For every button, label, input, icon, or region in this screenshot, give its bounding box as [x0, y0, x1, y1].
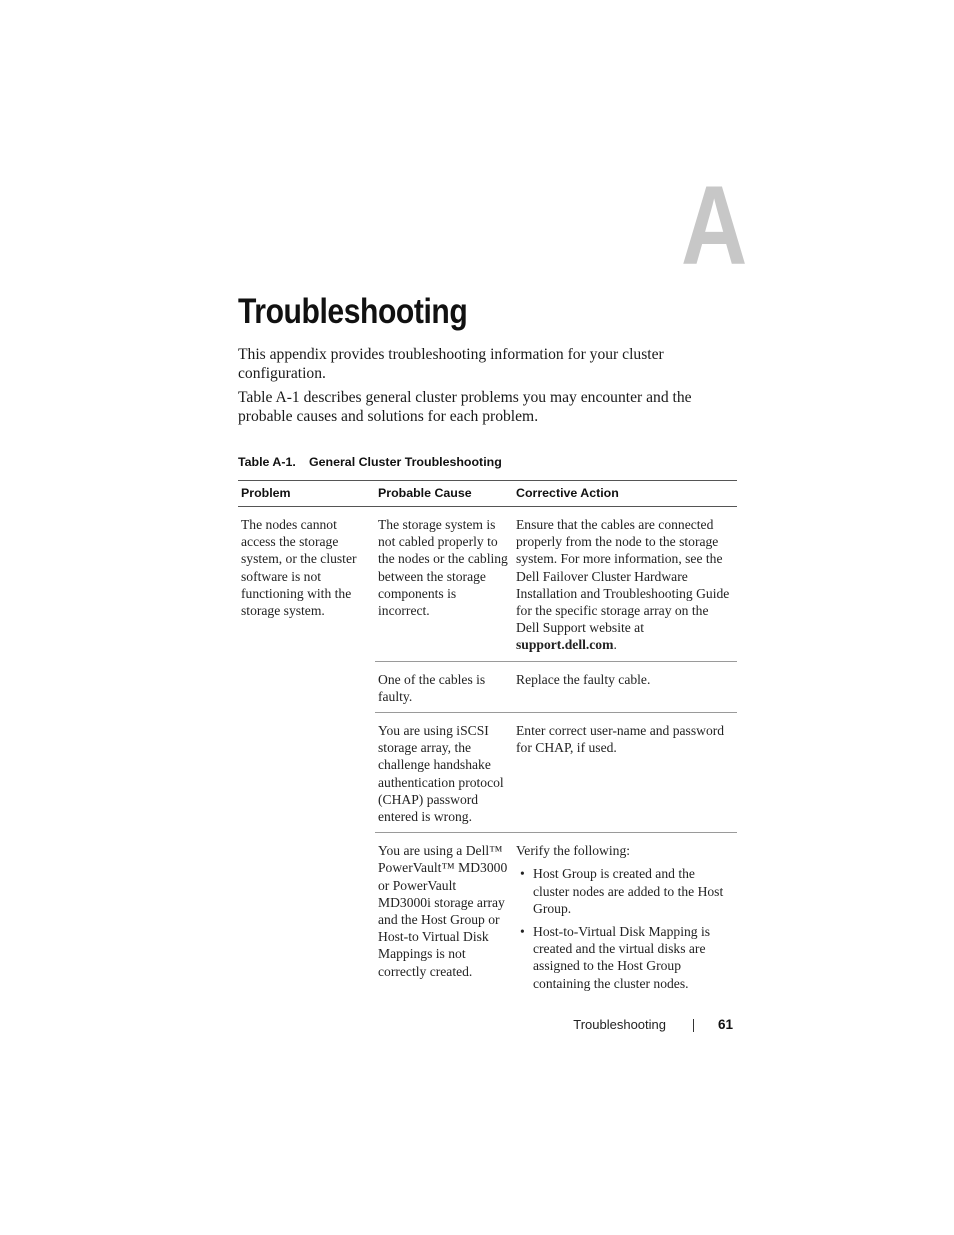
table-caption	[238, 454, 502, 470]
table-caption-title: General Cluster Troubleshooting	[309, 455, 502, 469]
action-cell: Replace the faulty cable.	[513, 661, 737, 712]
appendix-letter: A	[680, 163, 748, 288]
list-item	[516, 923, 734, 992]
troubleshooting-table	[238, 480, 737, 1005]
action-text: Verify the following:	[516, 843, 631, 859]
action-bullet-list	[516, 865, 734, 991]
list-item-text: Host Group is created and the cluster nodes are added to the Host Group.	[533, 866, 724, 916]
problem-cell: The nodes cannot access the storage system, or the cluster software is not functioning with the storage system.	[241, 517, 357, 619]
footer-section-title: Troubleshooting	[573, 1017, 666, 1032]
action-cell	[513, 833, 737, 1005]
cause-cell: You are using a Dell™ PowerVault™ MD3000 or PowerVault MD3000i storage array and the Host Group or Host-to Virtual Disk Mappings is not correctly created.	[378, 843, 508, 979]
table-caption-number: Table A-1.	[238, 455, 296, 469]
page-number: 61	[717, 1017, 733, 1032]
action-cell: Enter correct user-name and password for CHAP, if used.	[513, 713, 737, 833]
footer-divider	[693, 1019, 694, 1032]
table-header-row	[238, 481, 737, 507]
page-footer	[0, 1015, 954, 1035]
action-cell	[513, 507, 737, 662]
support-link[interactable]: support.dell.com	[516, 637, 614, 653]
action-text: Ensure that the cables are connected properly from the node to the storage system. For more information, see the Dell Failover Cluster Hardware Installation and Troubleshooting Guide for the specific storage array on the Dell Support website at	[516, 517, 730, 636]
cause-cell: One of the cables is faulty.	[375, 661, 513, 712]
header-problem: Problem	[238, 481, 375, 507]
intro-paragraph: This appendix provides troubleshooting information for your cluster configuration.	[238, 346, 664, 382]
bullet-icon: •	[520, 866, 525, 882]
list-item-text: Host-to-Virtual Disk Mapping is created and the virtual disks are assigned to the Host Group containing the cluster nodes.	[533, 924, 711, 991]
header-corrective-action: Corrective Action	[513, 481, 737, 507]
action-text-end: .	[613, 637, 617, 653]
cause-cell: You are using iSCSI storage array, the challenge handshake authentication protocol (CHAP) password entered is wrong.	[375, 713, 513, 833]
table-row	[238, 507, 737, 662]
cause-cell: The storage system is not cabled properly to the nodes or the cabling between the storage components is incorrect.	[375, 507, 513, 662]
table-intro-paragraph: Table A-1 describes general cluster problems you may encounter and the probable causes and solutions for each problem.	[238, 389, 692, 425]
bullet-icon: •	[520, 924, 525, 940]
list-item	[516, 865, 734, 917]
header-probable-cause: Probable Cause	[375, 481, 513, 507]
page-title: Troubleshooting	[238, 292, 468, 331]
